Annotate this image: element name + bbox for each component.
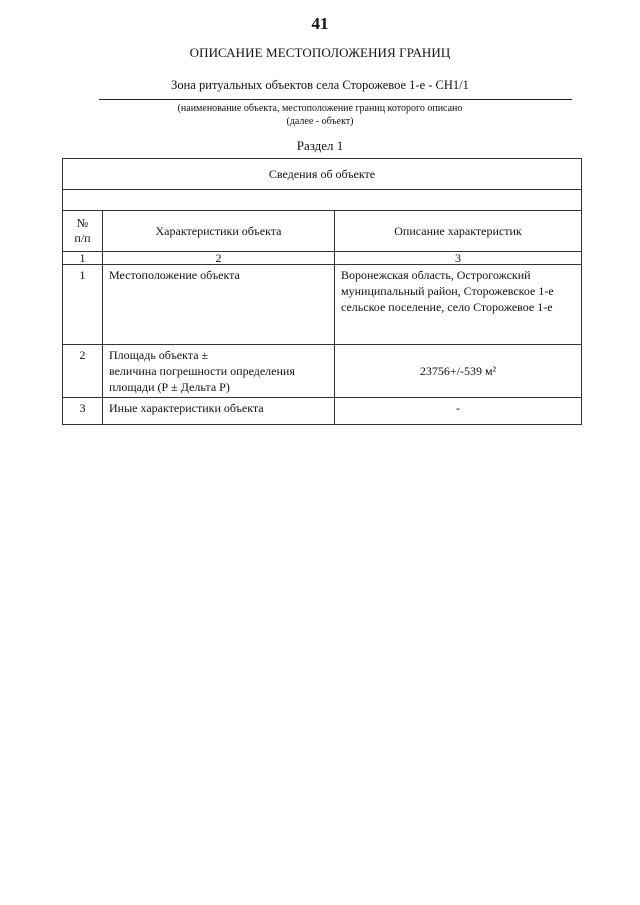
row-characteristic [103, 265, 335, 345]
column-number-row [63, 252, 582, 265]
table-blank-row [63, 190, 582, 211]
column-number: 2 [103, 252, 335, 265]
object-name: Зона ритуальных объектов села Сторожевое 1-е - СН1/1 [171, 78, 469, 92]
column-number: 1 [63, 252, 103, 265]
table-row [63, 265, 582, 345]
characteristic-line: величина погрешности определения [109, 364, 295, 378]
description-line: Воронежская область, Острогожский [341, 268, 531, 282]
column-header-num-line2: п/п [74, 231, 91, 245]
row-number: 3 [63, 398, 103, 425]
characteristic-line: Местоположение объекта [109, 268, 240, 282]
caption-line-2: (далее - объект) [286, 116, 354, 127]
column-header-num-line1: № [76, 216, 89, 230]
document-title: ОПИСАНИЕ МЕСТОПОЛОЖЕНИЯ ГРАНИЦ [189, 45, 451, 60]
table-row [63, 398, 582, 425]
blank-cell [63, 190, 582, 211]
description-line: сельское поселение, село Сторожевое 1-е [341, 300, 553, 314]
characteristic-line: площади (Р ± Дельта Р) [109, 380, 230, 394]
characteristic-line: Площадь объекта ± [109, 348, 209, 362]
section-label: Раздел 1 [296, 138, 344, 153]
column-header-characteristics: Характеристики объекта [103, 211, 335, 252]
column-number: 3 [335, 252, 582, 265]
row-characteristic [103, 398, 335, 425]
column-header-row [63, 211, 582, 252]
caption-line-1: (наименование объекта, местоположение границ которого описано [177, 103, 463, 114]
row-characteristic [103, 345, 335, 398]
table-row [63, 345, 582, 398]
row-description [335, 398, 582, 425]
table-header: Сведения об объекте [63, 159, 582, 190]
row-description [335, 345, 582, 398]
column-header-description: Описание характеристик [335, 211, 582, 252]
table-header-row [63, 159, 582, 190]
row-description [335, 265, 582, 345]
row-number: 1 [63, 265, 103, 345]
underline-rule [99, 99, 572, 100]
description-line: 23756+/-539 м² [419, 364, 497, 378]
description-line: - [456, 401, 460, 415]
object-caption [0, 102, 640, 128]
row-number: 2 [63, 345, 103, 398]
description-line: муниципальный район, Сторожевское 1-е [341, 284, 554, 298]
column-header-num [63, 211, 103, 252]
object-info-table [62, 158, 582, 425]
characteristic-line: Иные характеристики объекта [109, 401, 264, 415]
page-number: 41 [311, 14, 329, 33]
